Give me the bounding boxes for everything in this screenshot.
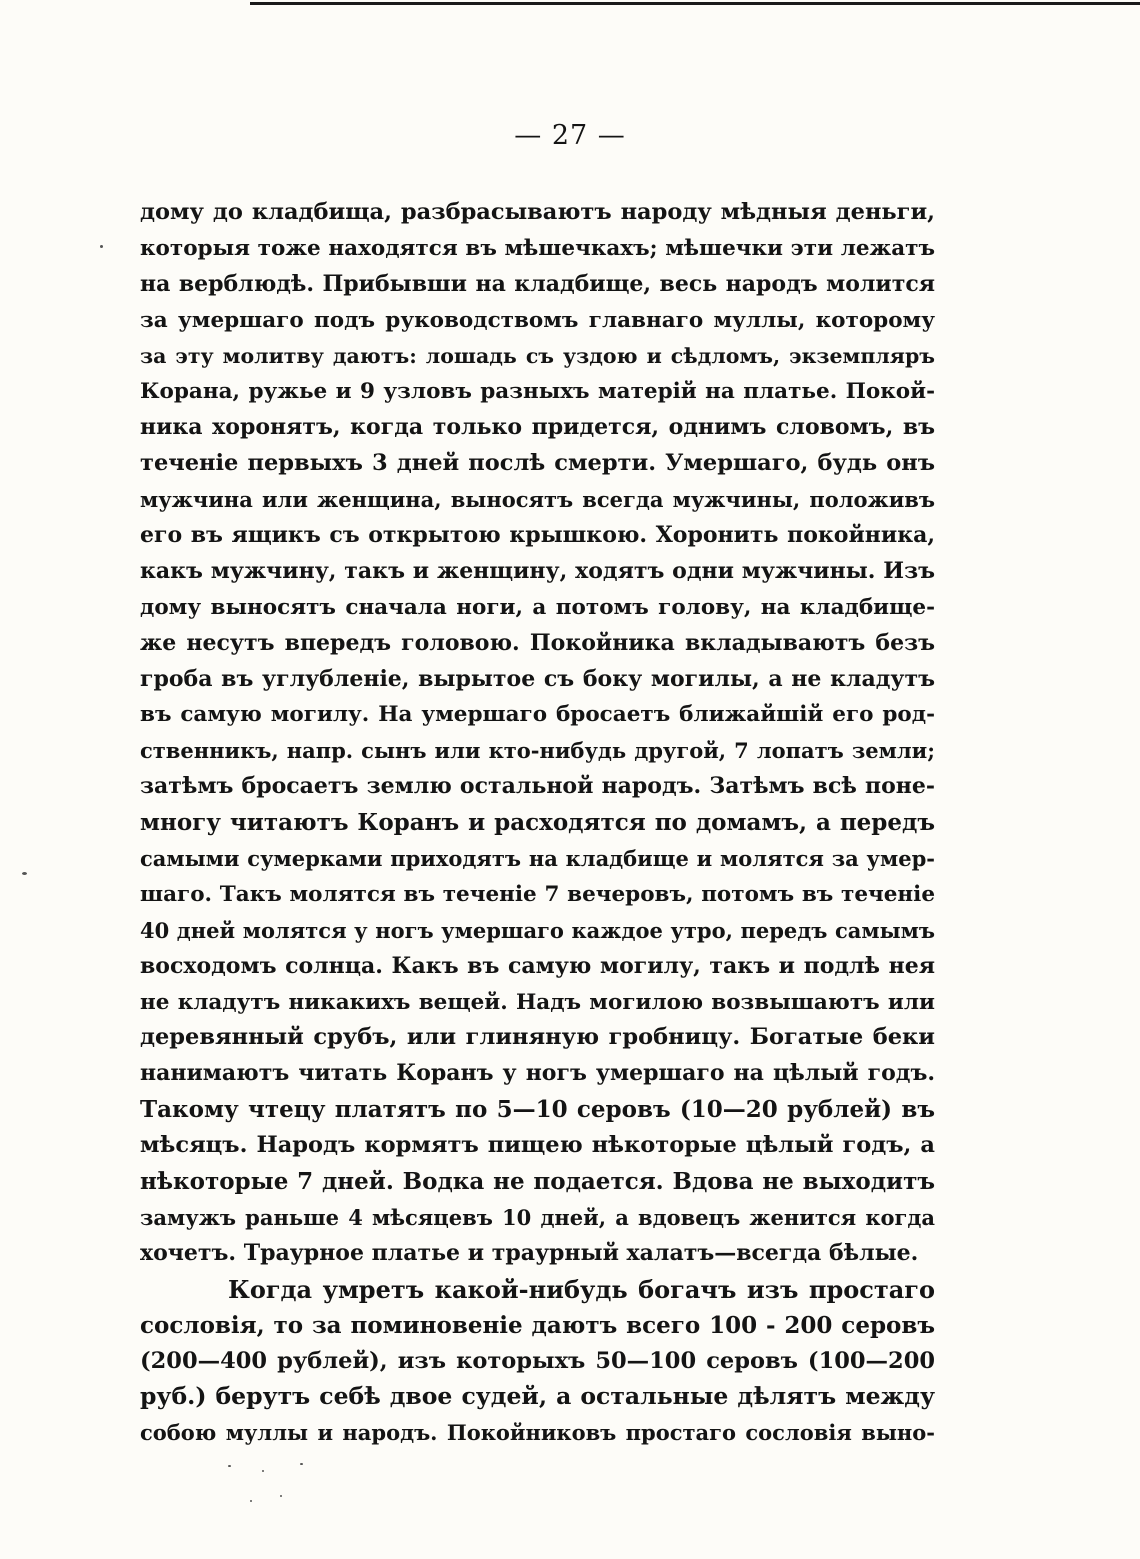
paragraph-2 <box>140 1272 935 1451</box>
text-line: Такому чтецу платятъ по 5—10 серовъ (10—20 рублей) въ <box>140 1096 935 1124</box>
scan-speck <box>280 1495 282 1497</box>
text-line: хочетъ. Траурное платье и траурный халатъ—всегда бѣлые. <box>140 1239 919 1266</box>
scan-speck <box>100 245 103 248</box>
text-line: не кладутъ никакихъ вещей. Надъ могилою возвышаютъ или <box>140 989 935 1015</box>
text-line: гроба въ углубленіе, вырытое съ боку могилы, а не кладутъ <box>140 665 935 692</box>
scan-speck <box>22 872 27 875</box>
text-line: за эту молитву даютъ: лошадь съ уздою и сѣдломъ, экземпляръ <box>140 343 935 368</box>
text-line: (200—400 рублей), изъ которыхъ 50—100 серовъ (100—200 <box>140 1347 935 1374</box>
text-line: мужчина или женщина, выносятъ всегда мужчины, положивъ <box>140 487 935 513</box>
scan-speck <box>262 1470 264 1472</box>
paragraph-1 <box>140 195 935 1272</box>
text-line: замужъ раньше 4 мѣсяцевъ 10 дней, а вдовецъ женится когда <box>140 1204 935 1230</box>
text-line: многу читаютъ Коранъ и расходятся по домамъ, а передъ <box>140 809 935 837</box>
text-line: ственникъ, напр. сынъ или кто-нибудь другой, 7 лопатъ земли; <box>140 738 935 764</box>
text-line: которыя тоже находятся въ мѣшечкахъ; мѣшечки эти лежатъ <box>140 235 935 261</box>
scan-speck <box>250 1500 252 1502</box>
text-line: теченіе первыхъ 3 дней послѣ смерти. Умершаго, будь онъ <box>140 450 935 477</box>
text-line: нѣкоторые 7 дней. Водка не подается. Вдова не выходитъ <box>140 1168 935 1196</box>
text-line: ника хоронятъ, когда только придется, однимъ словомъ, въ <box>140 414 935 441</box>
text-line: въ самую могилу. На умершаго бросаетъ ближайшій его род- <box>140 702 935 728</box>
text-line: самыми сумерками приходятъ на кладбище и молятся за умер- <box>140 846 935 872</box>
text-line: нанимаютъ читать Коранъ у ногъ умершаго на цѣлый годъ. <box>140 1060 935 1087</box>
text-line: 40 дней молятся у ногъ умершаго каждое утро, передъ самымъ <box>140 917 935 943</box>
text-line: затѣмъ бросаетъ землю остальной народъ. Затѣмъ всѣ поне- <box>140 773 935 800</box>
text-line: на верблюдѣ. Прибывши на кладбище, весь народъ молится <box>140 270 935 297</box>
scan-speck <box>300 1463 303 1465</box>
page-number: — 27 — <box>514 120 626 151</box>
text-line: его въ ящикъ съ открытою крышкою. Хоронить покойника, <box>140 522 935 549</box>
text-line: деревянный срубъ, или глиняную гробницу. Богатые беки <box>140 1024 935 1051</box>
text-line: за умершаго подъ руководствомъ главнаго муллы, которому <box>140 307 935 333</box>
text-line: собою муллы и народъ. Покойниковъ простаго сословія выно- <box>140 1420 935 1446</box>
text-line: шаго. Такъ молятся въ теченіе 7 вечеровъ, потомъ въ теченіе <box>140 881 935 907</box>
body-text <box>140 195 935 1451</box>
text-line: дому выносятъ сначала ноги, а потомъ голову, на кладбище- <box>140 594 935 620</box>
text-line: какъ мужчину, такъ и женщину, ходятъ одни мужчины. Изъ <box>140 557 935 584</box>
text-line: восходомъ солнца. Какъ въ самую могилу, такъ и подлѣ нея <box>140 952 935 979</box>
text-line: мѣсяцъ. Народъ кормятъ пищею нѣкоторые цѣлый годъ, а <box>140 1132 935 1159</box>
text-line: Корана, ружье и 9 узловъ разныхъ матерій на платье. Покой- <box>140 379 935 405</box>
text-line: дому до кладбища, разбрасываютъ народу мѣдныя деньги, <box>140 199 935 225</box>
text-line: Когда умретъ какой-нибудь богачъ изъ простаго <box>228 1274 935 1304</box>
text-line: руб.) берутъ себѣ двое судей, а остальные дѣлятъ между <box>140 1382 935 1411</box>
scan-speck <box>228 1465 231 1467</box>
top-border-line <box>250 2 1140 5</box>
text-line: сословія, то за поминовеніе даютъ всего 100 - 200 серовъ <box>140 1311 935 1339</box>
text-line: же несутъ впередъ головою. Покойника вкладываютъ безъ <box>140 629 935 656</box>
